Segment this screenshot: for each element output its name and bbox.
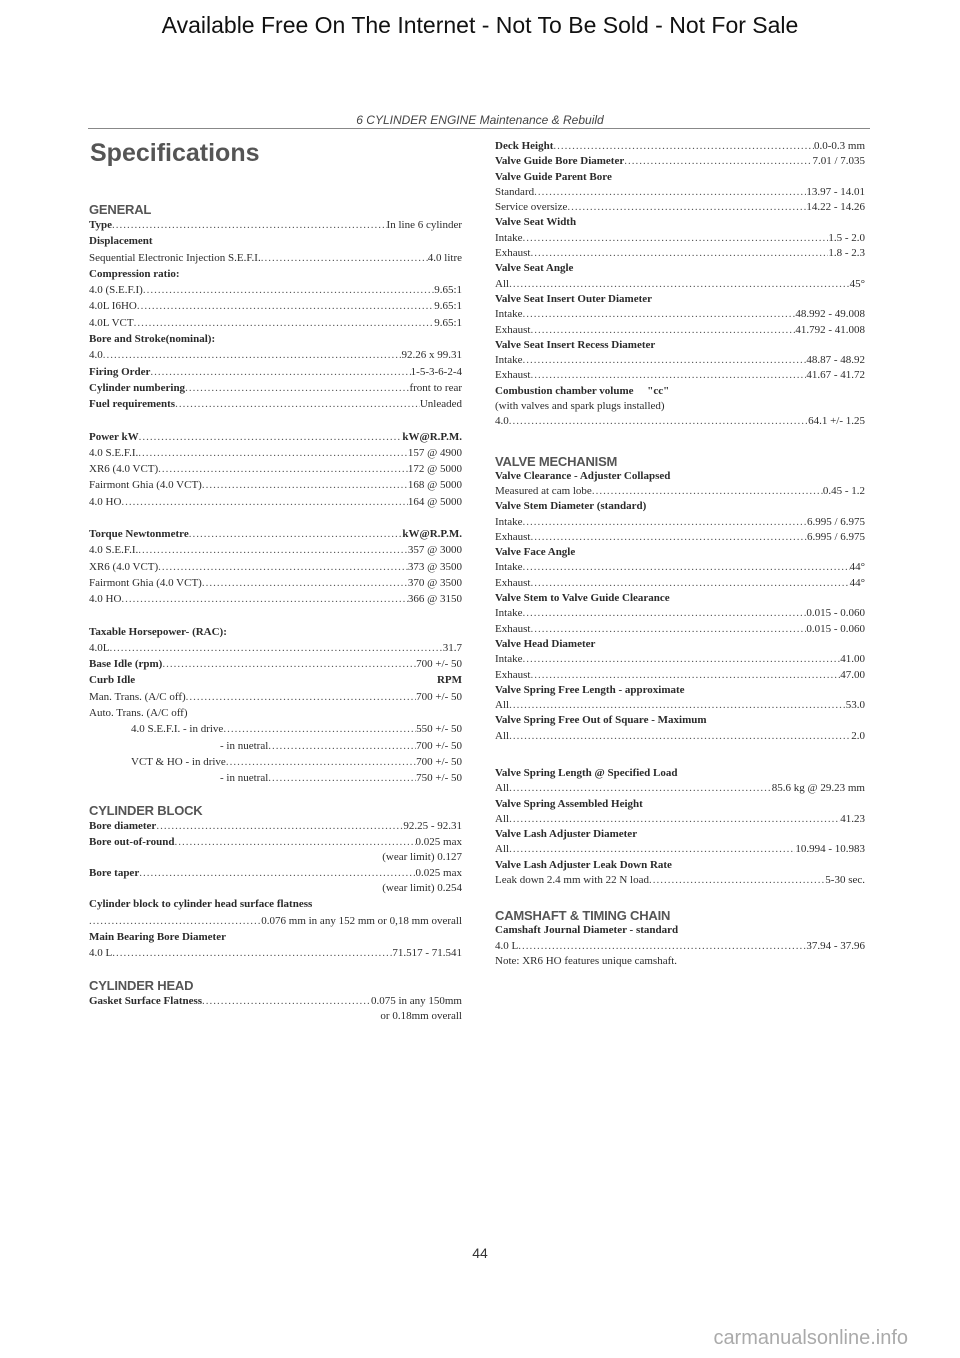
- subheading: Valve Seat Insert Outer Diameter: [495, 292, 653, 305]
- spec-row: Sequential Electronic Injection S.E.F.I. ..... 4.0 litre: [89, 250, 462, 266]
- spec-row: 4.0 ..... 92.26 x 99.31: [89, 347, 462, 363]
- subheading: Valve Spring Free Length - approximate: [495, 683, 685, 696]
- spec-row: ..... 0.076 mm in any 152 mm or 0,18 mm overall: [89, 913, 462, 929]
- spec-row: Intake ..... 0.015 - 0.060: [495, 606, 865, 621]
- spec-row: Exhaust ..... 41.792 - 41.008: [495, 323, 865, 338]
- site-watermark: carmanualsonline.info: [713, 1327, 908, 1349]
- subheading: Valve Lash Adjuster Leak Down Rate: [495, 858, 672, 871]
- spec-row: All ..... 45°: [495, 277, 865, 292]
- spec-row: All ..... 85.6 kg @ 29.23 mm: [495, 781, 865, 796]
- running-header: 6 CYLINDER ENGINE Maintenance & Rebuild: [356, 113, 604, 127]
- spec-row: Service oversize ..... 14.22 - 14.26: [495, 200, 865, 215]
- spec-row: 4.0 ..... 64.1 +/- 1.25: [495, 414, 865, 429]
- spec-row: 4.0 S.E.F.I. ..... 157 @ 4900: [89, 445, 462, 461]
- spec-row: Exhaust ..... 6.995 / 6.975: [495, 530, 865, 545]
- spec-row: Base Idle (rpm) ..... 700 +/- 50: [89, 656, 462, 672]
- spec-row: 4.0 HO ..... 366 @ 3150: [89, 591, 462, 607]
- header-rule: [88, 128, 870, 129]
- spec-row: Fuel requirements ..... Unleaded: [89, 396, 462, 412]
- subheading: Valve Head Diameter: [495, 637, 596, 650]
- subheading: Valve Spring Assembled Height: [495, 797, 643, 810]
- spec-row: Standard ..... 13.97 - 14.01: [495, 185, 865, 200]
- spec-row-heading: Torque Newtonmetre ..... kW@R.P.M.: [89, 526, 462, 542]
- spec-row: VCT & HO - in drive ..... 700 +/- 50: [89, 754, 462, 770]
- spec-row: 4.0L I6HO ..... 9.65:1: [89, 298, 462, 314]
- spec-row: XR6 (4.0 VCT) ..... 373 @ 3500: [89, 559, 462, 575]
- section-heading-cylinder-head: CYLINDER HEAD: [89, 977, 194, 993]
- spec-row: XR6 (4.0 VCT) ..... 172 @ 5000: [89, 461, 462, 477]
- subheading: Valve Lash Adjuster Diameter: [495, 828, 638, 841]
- right-column: [495, 139, 865, 969]
- spec-row: 4.0 HO ..... 164 @ 5000: [89, 494, 462, 510]
- spec-row: Firing Order ..... 1-5-3-6-2-4: [89, 364, 462, 380]
- subheading: Valve Stem to Valve Guide Clearance: [495, 592, 670, 605]
- spec-row: Bore out-of-round ..... 0.025 max: [89, 834, 462, 850]
- spec-row: 4.0L VCT ..... 9.65:1: [89, 315, 462, 331]
- subheading: Compression ratio:: [89, 267, 180, 280]
- spec-row: Bore taper ..... 0.025 max: [89, 865, 462, 881]
- subheading: Main Bearing Bore Diameter: [89, 930, 226, 943]
- section-heading-camshaft: CAMSHAFT & TIMING CHAIN: [495, 908, 671, 924]
- spec-row: 4.0 L ..... 71.517 - 71.541: [89, 945, 462, 961]
- subheading: Valve Spring Length @ Specified Load: [495, 766, 678, 779]
- subheading: Combustion chamber volume "cc": [495, 384, 670, 397]
- subheading: Displacement: [89, 235, 153, 248]
- subheading-note: (with valves and spark plugs installed): [495, 400, 665, 413]
- spec-row: Exhaust ..... 1.8 - 2.3: [495, 246, 865, 261]
- spec-row: Exhaust ..... 0.015 - 0.060: [495, 622, 865, 637]
- left-column: [89, 202, 462, 1024]
- spec-row: Intake ..... 6.995 / 6.975: [495, 515, 865, 530]
- spec-row: 4.0L ..... 31.7: [89, 640, 462, 656]
- spec-row: All ..... 53.0: [495, 698, 865, 713]
- subheading: Auto. Trans. (A/C off): [89, 707, 188, 720]
- spec-row: Exhaust ..... 47.00: [495, 668, 865, 683]
- spec-row: Exhaust ..... 44°: [495, 576, 865, 591]
- subheading: Valve Face Angle: [495, 546, 576, 559]
- subheading: Valve Seat Insert Recess Diameter: [495, 338, 656, 351]
- spec-row: All ..... 10.994 - 10.983: [495, 842, 865, 857]
- spec-row: - in nuetral ..... 700 +/- 50: [89, 738, 462, 754]
- spec-row: All ..... 2.0: [495, 729, 865, 744]
- subheading: Bore and Stroke(nominal):: [89, 333, 216, 346]
- subheading: Camshaft Journal Diameter - standard: [495, 924, 679, 937]
- spec-row: 4.0 (S.E.F.I) ..... 9.65:1: [89, 282, 462, 298]
- spec-row: Exhaust ..... 41.67 - 41.72: [495, 368, 865, 383]
- spec-row: Leak down 2.4 mm with 22 N load ..... 5-30 sec.: [495, 873, 865, 888]
- spec-row: Intake ..... 48.87 - 48.92: [495, 353, 865, 368]
- section-heading-cylinder-block: CYLINDER BLOCK: [89, 802, 203, 818]
- camshaft-note: Note: XR6 HO features unique camshaft.: [495, 954, 678, 967]
- spec-row: 4.0 S.E.F.I. ..... 357 @ 3000: [89, 542, 462, 558]
- subheading: Cylinder block to cylinder head surface flatness: [89, 898, 313, 911]
- spec-row: Intake ..... 1.5 - 2.0: [495, 231, 865, 246]
- section-heading-general: GENERAL: [89, 202, 152, 217]
- spec-row: Fairmont Ghia (4.0 VCT) ..... 168 @ 5000: [89, 477, 462, 493]
- section-heading-valve-mechanism: VALVE MECHANISM: [495, 453, 618, 469]
- page-number: 44: [472, 1245, 488, 1261]
- wear-limit-note: (wear limit) 0.127: [382, 851, 462, 864]
- spec-row: Type ..... In line 6 cylinder: [89, 217, 462, 233]
- spec-row: Valve Guide Bore Diameter ..... 7.01 / 7.035: [495, 154, 865, 169]
- overall-note: or 0.18mm overall: [380, 1009, 462, 1022]
- subheading: Valve Seat Angle: [495, 262, 574, 275]
- spec-row: Measured at cam lobe ..... 0.45 - 1.2: [495, 484, 865, 499]
- spec-row: Bore diameter ..... 92.25 - 92.31: [89, 818, 462, 834]
- spec-row: 4.0 S.E.F.I. - in drive ..... 550 +/- 50: [89, 721, 462, 737]
- spec-row: Gasket Surface Flatness ..... 0.075 in any 150mm: [89, 993, 462, 1009]
- subheading: Taxable Horsepower- (RAC):: [89, 625, 227, 638]
- spec-row: Deck Height ..... 0.0-0.3 mm: [495, 139, 865, 154]
- subheading: Valve Spring Free Out of Square - Maximum: [495, 714, 707, 727]
- availability-banner: Available Free On The Internet - Not To Be Sold - Not For Sale: [161, 12, 799, 38]
- subheading: Valve Seat Width: [495, 216, 577, 229]
- spec-row: All ..... 41.23: [495, 812, 865, 827]
- wear-limit-note: (wear limit) 0.254: [382, 882, 462, 895]
- spec-row: Intake ..... 48.992 - 49.008: [495, 307, 865, 322]
- subheading: Valve Guide Parent Bore: [495, 170, 612, 183]
- subheading: Valve Stem Diameter (standard): [495, 500, 647, 513]
- page-title: Specifications: [90, 139, 260, 167]
- spec-row-heading: Power kW ..... kW@R.P.M.: [89, 429, 462, 445]
- subheading: Valve Clearance - Adjuster Collapsed: [495, 469, 671, 482]
- spec-row: Intake ..... 41.00: [495, 652, 865, 667]
- spec-row: Intake ..... 44°: [495, 560, 865, 575]
- spec-row: Curb Idle RPM: [89, 674, 462, 687]
- spec-row: 4.0 L ..... 37.94 - 37.96: [495, 939, 865, 954]
- spec-row: Cylinder numbering ..... front to rear: [89, 380, 462, 396]
- spec-row: Fairmont Ghia (4.0 VCT) ..... 370 @ 3500: [89, 575, 462, 591]
- spec-row: - in nuetral ..... 750 +/- 50: [89, 770, 462, 786]
- spec-row: Man. Trans. (A/C off) ..... 700 +/- 50: [89, 689, 462, 705]
